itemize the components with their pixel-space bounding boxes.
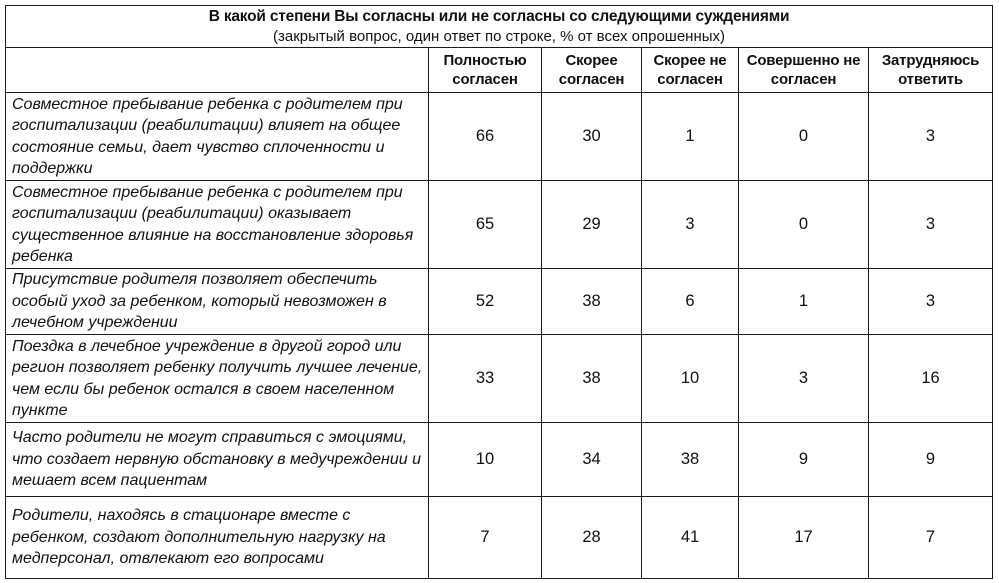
table-row — [6, 93, 993, 181]
value-cell: 41 — [642, 497, 739, 579]
table-row — [6, 181, 993, 269]
header-fully-disagree: Совершенно не согласен — [739, 48, 869, 93]
value-cell: 7 — [869, 497, 993, 579]
value-cell: 30 — [542, 93, 642, 181]
value-cell: 33 — [429, 335, 542, 423]
table-title: В какой степени Вы согласны или не согласны со следующими суждениями — [208, 7, 790, 25]
statement-cell: Часто родители не могут справиться с эмоциями, что создает нервную обстановку в медучреждении и мешает всем пациентам — [6, 423, 429, 497]
header-empty-cell — [6, 48, 429, 93]
value-cell: 38 — [642, 423, 739, 497]
value-cell: 38 — [542, 335, 642, 423]
value-cell: 9 — [739, 423, 869, 497]
value-cell: 38 — [542, 269, 642, 335]
header-hard-to-say: Затрудняюсь ответить — [869, 48, 993, 93]
value-cell: 3 — [869, 181, 993, 269]
value-cell: 0 — [739, 93, 869, 181]
table-row — [6, 497, 993, 579]
value-cell: 65 — [429, 181, 542, 269]
table-row — [6, 269, 993, 335]
header-fully-agree: Полностью согласен — [429, 48, 542, 93]
survey-table — [5, 5, 993, 579]
statement-cell: Родители, находясь в стационаре вместе с ребенком, создают дополнительную нагрузку на медперсонал, отвлекают его вопросами — [6, 497, 429, 579]
value-cell: 1 — [739, 269, 869, 335]
value-cell: 0 — [739, 181, 869, 269]
value-cell: 17 — [739, 497, 869, 579]
table-title-cell — [6, 6, 993, 48]
statement-cell: Совместное пребывание ребенка с родителем при госпитализации (реабилитации) влияет на общее состояние семьи, дает чувство сплоченности и поддержки — [6, 93, 429, 181]
table-subtitle: (закрытый вопрос, один ответ по строке, % от всех опрошенных) — [272, 27, 726, 45]
title-row — [6, 6, 993, 48]
value-cell: 6 — [642, 269, 739, 335]
value-cell: 3 — [869, 269, 993, 335]
value-cell: 3 — [869, 93, 993, 181]
value-cell: 52 — [429, 269, 542, 335]
value-cell: 34 — [542, 423, 642, 497]
value-cell: 29 — [542, 181, 642, 269]
value-cell: 10 — [642, 335, 739, 423]
value-cell: 3 — [739, 335, 869, 423]
value-cell: 7 — [429, 497, 542, 579]
statement-cell: Совместное пребывание ребенка с родителем при госпитализации (реабилитации) оказывает существенное влияние на восстановление здоровья ребенка — [6, 181, 429, 269]
statement-cell: Поездка в лечебное учреждение в другой город или регион позволяет ребенку получить лучшее лечение, чем если бы ребенок остался в своем населенном пункте — [6, 335, 429, 423]
value-cell: 3 — [642, 181, 739, 269]
statement-cell: Присутствие родителя позволяет обеспечить особый уход за ребенком, который невозможен в лечебном учреждении — [6, 269, 429, 335]
table-row — [6, 335, 993, 423]
value-cell: 9 — [869, 423, 993, 497]
value-cell: 1 — [642, 93, 739, 181]
value-cell: 28 — [542, 497, 642, 579]
table-row — [6, 423, 993, 497]
value-cell: 66 — [429, 93, 542, 181]
header-rather-agree: Скорее согласен — [542, 48, 642, 93]
survey-table-container — [5, 5, 993, 579]
value-cell: 16 — [869, 335, 993, 423]
header-row — [6, 48, 993, 93]
header-rather-disagree: Скорее не согласен — [642, 48, 739, 93]
value-cell: 10 — [429, 423, 542, 497]
